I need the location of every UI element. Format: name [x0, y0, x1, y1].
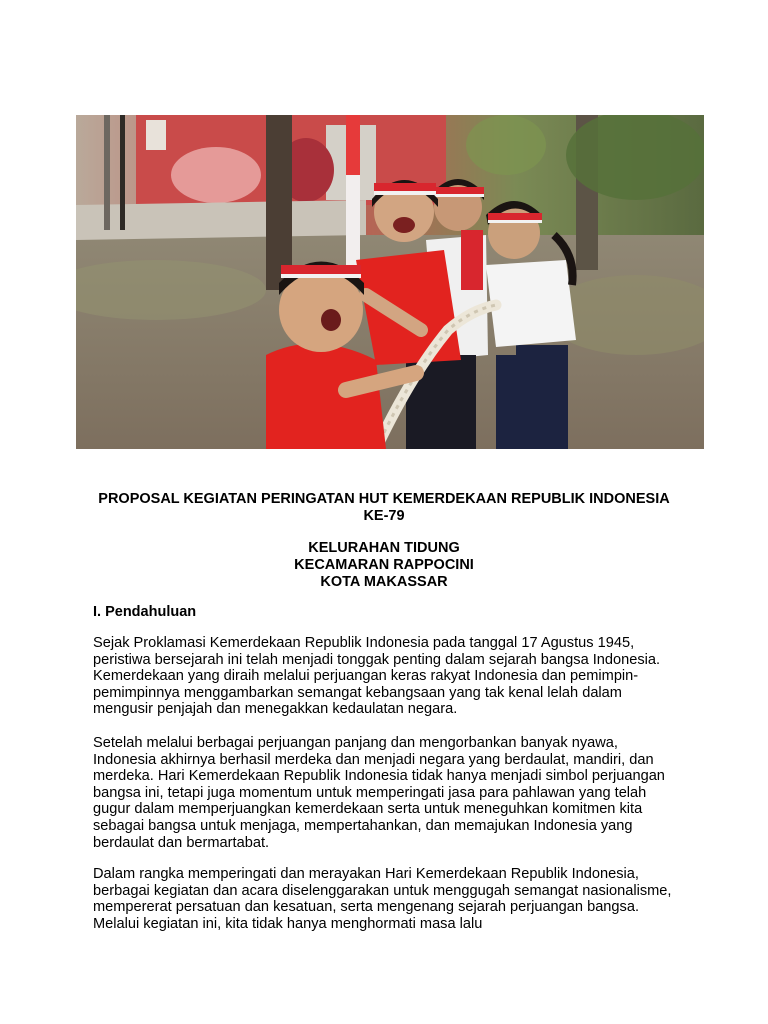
location-line-kecamatan: KECAMARAN RAPPOCINI	[294, 557, 474, 573]
location-line-kota: KOTA MAKASSAR	[320, 574, 448, 590]
paragraph-1: Sejak Proklamasi Kemerdekaan Republik Indonesia pada tanggal 17 Agustus 1945, peristiwa bersejarah ini telah menjadi tonggak penting dalam sejarah bangsa Indonesia. Kemerdekaan yang diraih melalui perjuangan keras rakyat Indonesia dan pemimpin-pemimpinnya menggambarkan semangat kebangsaan yang tak kenal lelah dalam mengusir penjajah dan menegakkan kedaulatan negara.	[93, 635, 661, 718]
cover-photo-tug-of-war	[76, 115, 704, 449]
section-heading: I. Pendahuluan	[93, 604, 197, 620]
document-title	[93, 491, 675, 525]
paragraph-3: Dalam rangka memperingati dan merayakan Hari Kemerdekaan Republik Indonesia, berbagai kegiatan dan acara diselenggarakan untuk menggugah semangat nasionalisme, mempererat persatuan dan kesatuan, serta mengenang sejarah perjuangan bangsa. Melalui kegiatan ini, kita tidak hanya menghormati masa lalu	[93, 866, 672, 932]
location-block	[93, 540, 675, 591]
document-title-text: PROPOSAL KEGIATAN PERINGATAN HUT KEMERDEKAAN REPUBLIK INDONESIA KE-79	[98, 491, 670, 524]
paragraph-2: Setelah melalui berbagai perjuangan panjang dan mengorbankan banyak nyawa, Indonesia akhirnya berhasil merdeka dan menjadi negara yang berdaulat, mandiri, dan merdeka. Hari Kemerdekaan Republik Indonesia tidak hanya menjadi simbol perjuangan bangsa ini, tetapi juga momentum untuk memperingati jasa para pahlawan yang telah gugur dalam memperjuangkan kemerdekaan serta untuk meneguhkan komitmen kita sebagai bangsa untuk menjaga, mempertahankan, dan memajukan Indonesia yang berdaulat dan bermartabat.	[93, 735, 665, 851]
location-line-kelurahan: KELURAHAN TIDUNG	[308, 540, 460, 556]
